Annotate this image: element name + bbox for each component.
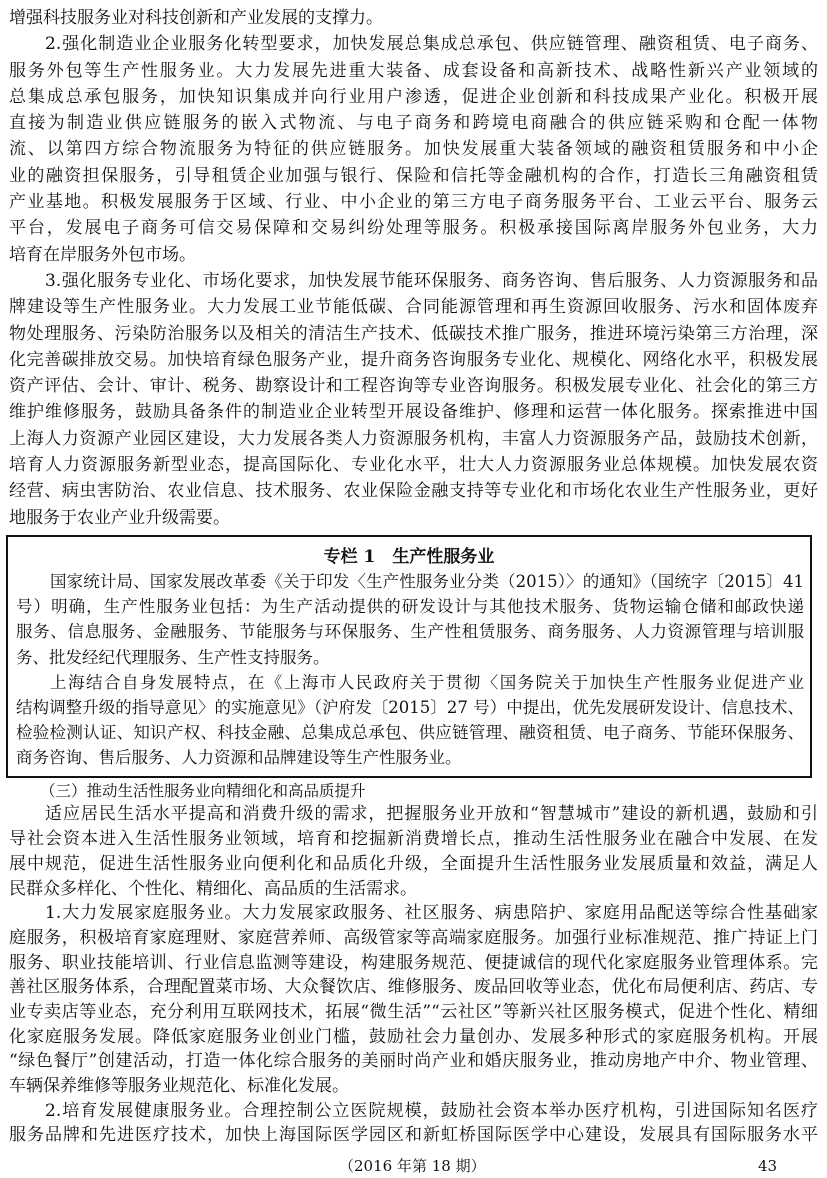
text-line: 服务、信息服务、金融服务、节能服务与环保服务、生产性租赁服务、商务服务、人力资源管理与培训服 — [16, 622, 804, 642]
paragraph — [16, 569, 804, 670]
paragraph — [9, 5, 818, 31]
text-line: 流、以第四方综合物流服务为特征的供应链服务。加快发展重大装备领域的融资租赁服务和中小企 — [9, 139, 818, 160]
text-line: 善社区服务体系，合理配置菜市场、大众餐饮店、维修服务、废品回收等业态，优化布局便利店、药店、专 — [9, 977, 818, 998]
text-line: 服务品牌和先进医疗技术，加快上海国际医学园区和新虹桥国际医学中心建设，发展具有国际服务水平 — [9, 1125, 818, 1146]
text-line: 展中规范，促进生活性服务业向便利化和品质化升级，全面提升生活性服务业发展质量和效益，满足人 — [9, 853, 818, 874]
text-line: 国家统计局、国家发展改革委《关于印发〈生产性服务业分类（2015）〉的通知》（国统字〔2015〕41 — [50, 571, 804, 591]
text-line: 结构调整升级的指导意见〉的实施意见》（沪府发〔2015〕27 号）中提出，优先发展研发设计、信息技术、 — [16, 697, 804, 717]
text-line: 总集成总承包服务，加快知识集成并向行业用户渗透，促进企业创新和科技成果产业化。积极开展 — [9, 86, 818, 107]
paragraph — [9, 31, 818, 268]
text-line: 服务、职业技能培训、行业信息监测等建设，构建服务规范、便捷诚信的现代化家庭服务业管理体系。完 — [9, 952, 818, 973]
text-line: 培育人力资源服务新型业态，提高国际化、专业化水平，壮大人力资源服务业总体规模。加快发展农资 — [9, 455, 818, 476]
text-line: 增强科技服务业对科技创新和产业发展的支撑力。 — [9, 8, 383, 28]
text-line: 3.强化服务专业化、市场化要求，加快发展节能环保服务、商务咨询、售后服务、人力资源服务和品 — [45, 270, 818, 291]
text-line: 适应居民生活水平提高和消费升级的需求，把握服务业开放和“智慧城市”建设的新机遇，鼓励和引 — [45, 804, 818, 825]
text-line: 地服务于农业产业升级需要。 — [9, 507, 230, 528]
text-line: 业专卖店等业态，充分利用互联网技术，拓展“微生活”“云社区”等新兴社区服务模式，促进个性化、精细 — [9, 1001, 818, 1022]
box-title: 专栏 1 生产性服务业 — [323, 546, 495, 567]
text-line: 导社会资本进入生活性服务业领域，培育和挖掘新消费增长点，推动生活性服务业在融合中发展、在发 — [9, 829, 818, 850]
text-line: 物处理服务、污染防治服务以及相关的清洁生产技术、低碳技术推广服务，推进环境污染第三方治理，深 — [9, 323, 818, 344]
text-line: 牌建设等生产性服务业。大力发展工业节能低碳、合同能源管理和再生资源回收服务、污水和固体废弃 — [9, 297, 818, 318]
text-line: “绿色餐厅”创建活动，打造一体化综合服务的美丽时尚产业和婚庆服务业，推动房地产中介、物业管理、 — [9, 1051, 818, 1072]
paragraph — [9, 901, 818, 1099]
text-line: 1.大力发展家庭服务业。大力发展家政服务、社区服务、病患陪护、家庭用品配送等综合性基础家 — [45, 903, 818, 924]
page-footer — [0, 1154, 827, 1178]
section-heading: （三）推动生活性服务业向精细化和高品质提升 — [40, 782, 366, 801]
text-line: 化家庭服务发展。降低家庭服务业创业门槛，鼓励社会力量创办、发展多种形式的家庭服务机构。开展 — [9, 1026, 818, 1047]
text-line: 维护维修服务，鼓励具备条件的制造业企业转型开展设备维护、修理和运营一体化服务。探索推进中国 — [9, 402, 818, 423]
text-line: 2.培育发展健康服务业。合理控制公立医院规模，鼓励社会资本举办医疗机构，引进国际知名医疗 — [45, 1100, 818, 1121]
text-line: 业的融资担保服务，引导租赁企业加强与银行、保险和信托等金融机构的合作，打造长三角融资租赁 — [9, 165, 818, 186]
text-line: 服务外包等生产性服务业。大力发展先进重大装备、成套设备和高新技术、战略性新兴产业领域的 — [9, 60, 818, 81]
text-line: 庭服务，积极培育家庭理财、家庭营养师、高级管家等高端家庭服务。加强行业标准规范、推广持证上门 — [9, 927, 818, 948]
text-line: 检验检测认证、知识产权、科技金融、总集成总承包、供应链管理、融资租赁、电子商务、节能环保服务、 — [16, 723, 804, 743]
text-line: 务、批发经纪代理服务、生产性支持服务。 — [16, 647, 330, 667]
text-line: 商务咨询、售后服务、人力资源和品牌建设等生产性服务业。 — [16, 748, 462, 768]
text-line: 民群众多样化、个性化、精细化、高品质的生活需求。 — [9, 878, 417, 899]
text-line: 经营、病虫害防治、农业信息、技术服务、农业保险金融支持等专业化和市场化农业生产性服务业，更好 — [9, 481, 818, 502]
text-line: 化完善碳排放交易。加快培育绿色服务产业，提升商务咨询服务专业化、规模化、网络化水平，积极发展 — [9, 349, 818, 370]
body-text-top — [9, 5, 818, 531]
sidebar-box-producer-services — [6, 535, 812, 779]
body-text-bottom — [9, 802, 818, 1148]
paragraph — [9, 1099, 818, 1148]
text-line: 号）明确，生产性服务业包括：为生产活动提供的研发设计与其他技术服务、货物运输仓储和邮政快递 — [16, 597, 804, 617]
text-line: 上海结合自身发展特点，在《上海市人民政府关于贯彻〈国务院关于加快生产性服务业促进产业 — [50, 672, 804, 692]
text-line: 平台，发展电子商务可信交易保障和交易纠纷处理等服务。积极承接国际离岸服务外包业务，大力 — [9, 218, 818, 239]
text-line: 2.强化制造业企业服务化转型要求，加快发展总集成总承包、供应链管理、融资租赁、电子商务、 — [45, 34, 818, 55]
text-line: 直接为制造业供应链服务的嵌入式物流、与电子商务和跨境电商融合的供应链采购和仓配一体物 — [9, 113, 818, 134]
text-line: 资产评估、会计、审计、税务、勘察设计和工程咨询等专业咨询服务。积极发展专业化、社会化的第三方 — [9, 376, 818, 397]
box-body — [16, 569, 804, 771]
text-line: 培育在岸服务外包市场。 — [9, 244, 196, 265]
text-line: 上海人力资源产业园区建设，大力发展各类人力资源服务机构，丰富人力资源服务产品，鼓励技术创新， — [9, 428, 818, 449]
paragraph — [16, 670, 804, 771]
paragraph — [9, 802, 818, 901]
issue-label: （2016 年第 18 期） — [339, 1157, 486, 1176]
text-line: 产业基地。积极发展服务于区域、行业、中小企业的第三方电子商务服务平台、工业云平台、服务云 — [9, 192, 818, 213]
paragraph — [9, 268, 818, 531]
page-number: 43 — [758, 1157, 778, 1176]
text-line: 车辆保养维修等服务业规范化、标准化发展。 — [9, 1076, 349, 1096]
